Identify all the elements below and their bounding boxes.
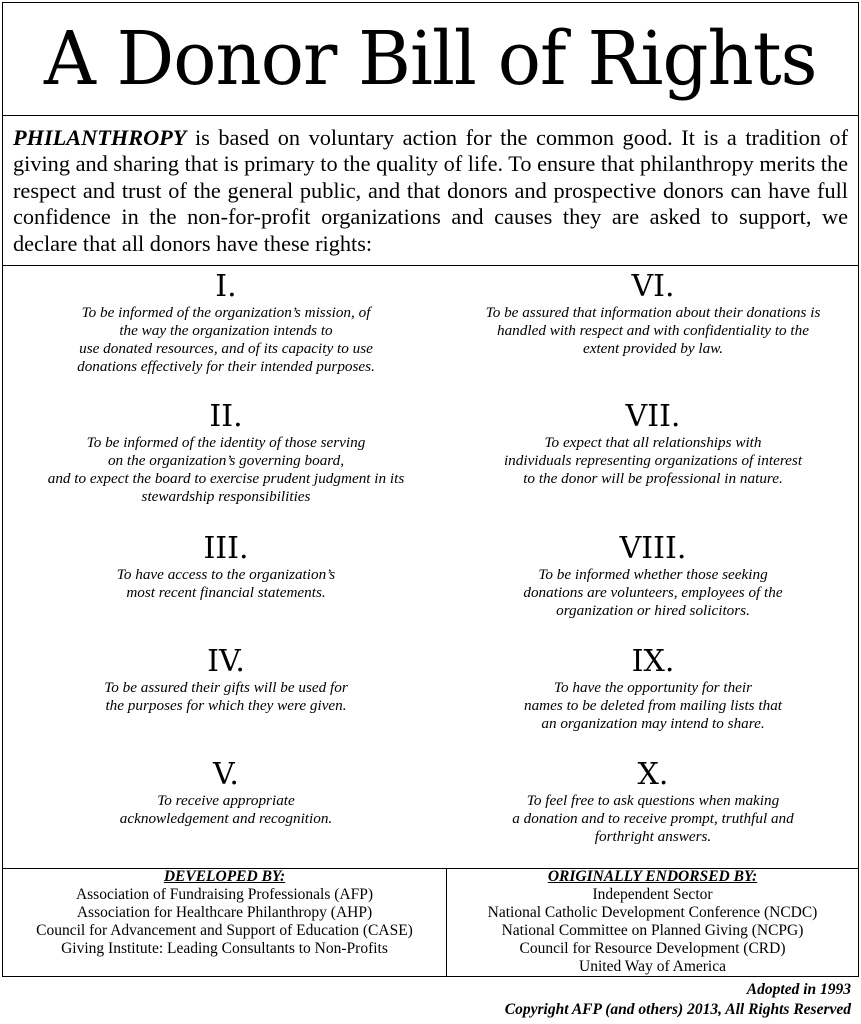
right-numeral: II. bbox=[209, 399, 243, 434]
developer-name: Council for Advancement and Support of Education (CASE) bbox=[36, 922, 413, 939]
right-text: To be informed of the organization’s mission, of the way the organization intends to use donated resources, and of its capacity to use donations effectively for their intended purposes. bbox=[77, 304, 375, 375]
intro-lead-word: PHILANTHROPY bbox=[13, 125, 187, 150]
right-item bbox=[433, 400, 861, 488]
right-text: To have the opportunity for their names to be deleted from mailing lists that an organization may intend to share. bbox=[523, 679, 783, 732]
right-text: To be assured that information about their donations is handled with respect and with confidentiality to the extent provided by law. bbox=[485, 304, 821, 357]
endorsed-by-column bbox=[447, 868, 858, 976]
endorser-name: National Catholic Development Conference (NCDC) bbox=[487, 904, 818, 921]
right-numeral: III. bbox=[203, 531, 249, 566]
intro-body: is based on voluntary action for the common good. It is a tradition of giving and sharing that is primary to the quality of life. To ensure that philanthropy merits the respect and trust of the general public, and that donors and prospective donors can have full confidence in the non-for-profit organizations and causes they are asked to support, we declare that all donors have these rights: bbox=[13, 125, 848, 256]
page-title: A Donor Bill of Rights bbox=[44, 16, 817, 102]
right-numeral: IV. bbox=[207, 644, 245, 679]
right-item bbox=[433, 532, 861, 620]
right-item bbox=[433, 758, 861, 846]
credits-footer bbox=[3, 868, 858, 976]
right-item bbox=[433, 270, 861, 358]
developed-by-column bbox=[3, 868, 447, 976]
right-text: To be assured their gifts will be used for the purposes for which they were given. bbox=[104, 679, 348, 714]
right-item bbox=[433, 645, 861, 733]
right-numeral: I. bbox=[215, 269, 237, 304]
right-item bbox=[6, 645, 446, 715]
right-numeral: VII. bbox=[625, 399, 681, 434]
developer-name: Association of Fundraising Professionals (AFP) bbox=[75, 886, 374, 903]
developed-by-heading: DEVELOPED BY: bbox=[163, 868, 286, 885]
copyright-line: Copyright AFP (and others) 2013, All Rights Reserved bbox=[504, 1001, 851, 1018]
right-numeral: X. bbox=[637, 757, 669, 792]
right-text: To have access to the organization’s most recent financial statements. bbox=[116, 566, 336, 601]
adoption-note bbox=[505, 980, 851, 1020]
intro-paragraph bbox=[3, 115, 858, 266]
right-text: To be informed whether those seeking donations are volunteers, employees of the organization or hired solicitors. bbox=[523, 566, 783, 619]
rights-grid bbox=[3, 266, 858, 869]
right-item bbox=[6, 532, 446, 602]
right-item bbox=[6, 758, 446, 828]
right-text: To receive appropriate acknowledgement and recognition. bbox=[119, 792, 333, 827]
developer-name: Giving Institute: Leading Consultants to Non-Profits bbox=[61, 940, 388, 957]
right-text: To expect that all relationships with individuals representing organizations of interest to the donor will be professional in nature. bbox=[503, 434, 803, 487]
developer-name: Association for Healthcare Philanthropy (AHP) bbox=[76, 904, 373, 921]
right-text: To be informed of the identity of those serving on the organization’s governing board, and to expect the board to exercise prudent judgment in its stewardship responsibilities bbox=[47, 434, 405, 505]
adopted-year: Adopted in 1993 bbox=[746, 981, 851, 998]
right-numeral: IX. bbox=[631, 644, 675, 679]
right-item bbox=[6, 400, 446, 506]
right-numeral: VIII. bbox=[619, 531, 687, 566]
endorser-name: Independent Sector bbox=[592, 886, 713, 903]
endorsed-by-heading: ORIGINALLY ENDORSED BY: bbox=[547, 868, 758, 885]
right-numeral: VI. bbox=[631, 269, 675, 304]
right-numeral: V. bbox=[213, 757, 239, 792]
endorser-name: United Way of America bbox=[579, 958, 726, 975]
title-banner bbox=[3, 3, 858, 116]
document-frame bbox=[2, 2, 859, 977]
endorser-name: Council for Resource Development (CRD) bbox=[519, 940, 786, 957]
endorser-name: National Committee on Planned Giving (NCPG) bbox=[501, 922, 804, 939]
right-item bbox=[6, 270, 446, 376]
right-text: To feel free to ask questions when making a donation and to receive prompt, truthful and forthright answers. bbox=[512, 792, 794, 845]
